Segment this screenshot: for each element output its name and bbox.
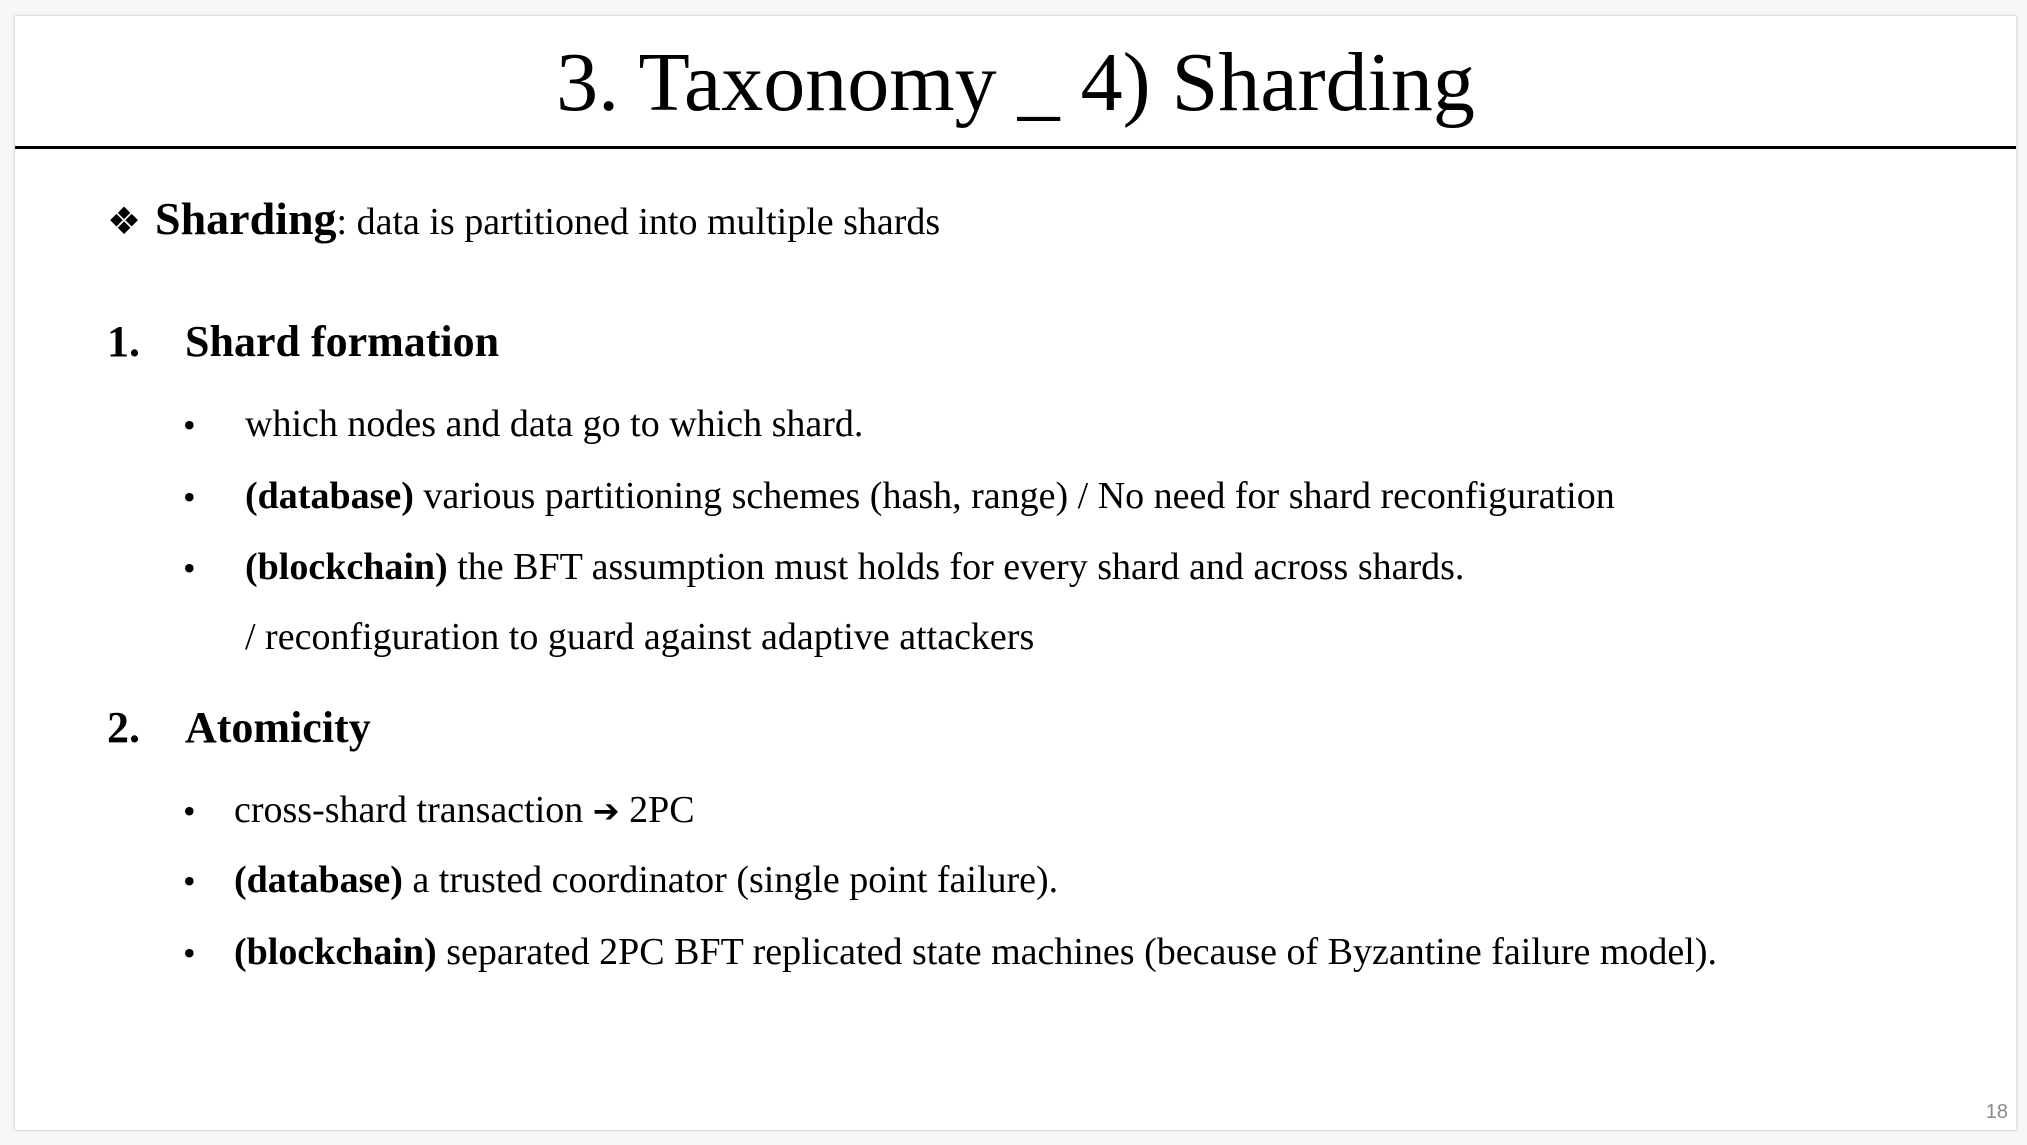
list-item: cross-shard transaction ➔ 2PC xyxy=(234,785,695,836)
bold-label: (database) xyxy=(234,859,403,901)
slide xyxy=(15,16,2016,1130)
list-item: which nodes and data go to which shard. xyxy=(245,403,864,445)
list-item: (database) various partitioning schemes (hash, range) / No need for shard reconfiguration xyxy=(245,475,1615,517)
title-divider xyxy=(15,146,2016,149)
right-arrow-icon: ➔ xyxy=(592,792,620,830)
list-item: (database) a trusted coordinator (single point failure). xyxy=(234,859,1059,901)
bullet-icon: • xyxy=(183,861,196,901)
intro-description: : data is partitioned into multiple shards xyxy=(336,201,941,243)
page-number: 18 xyxy=(1985,1101,2008,1123)
diamond-bullet-icon: ❖ xyxy=(107,201,142,243)
bullet-icon: • xyxy=(183,791,196,831)
section-heading-atomicity xyxy=(107,700,371,756)
bullet-icon: • xyxy=(183,405,196,445)
list-item: (blockchain) separated 2PC BFT replicated state machines (because of Byzantine failure model). xyxy=(234,931,1717,973)
section-title: Shard formation xyxy=(185,317,500,366)
list-item: (blockchain) the BFT assumption must holds for every shard and across shards. xyxy=(245,546,1465,588)
bold-label: (database) xyxy=(245,475,414,517)
section-number: 2. xyxy=(107,703,140,752)
section-title: Atomicity xyxy=(185,703,371,752)
intro-term: Sharding xyxy=(155,193,337,244)
bullet-icon: • xyxy=(183,548,196,588)
list-item-continuation: / reconfiguration to guard against adaptive attackers xyxy=(245,616,1035,658)
bold-label: (blockchain) xyxy=(245,546,448,588)
bullet-icon: • xyxy=(183,477,196,517)
intro-line xyxy=(107,194,940,247)
section-number: 1. xyxy=(107,317,140,366)
section-heading-shard-formation xyxy=(107,314,499,370)
bold-label: (blockchain) xyxy=(234,931,437,973)
slide-title: 3. Taxonomy _ 4) Sharding xyxy=(556,36,1475,129)
bullet-icon: • xyxy=(183,933,196,973)
